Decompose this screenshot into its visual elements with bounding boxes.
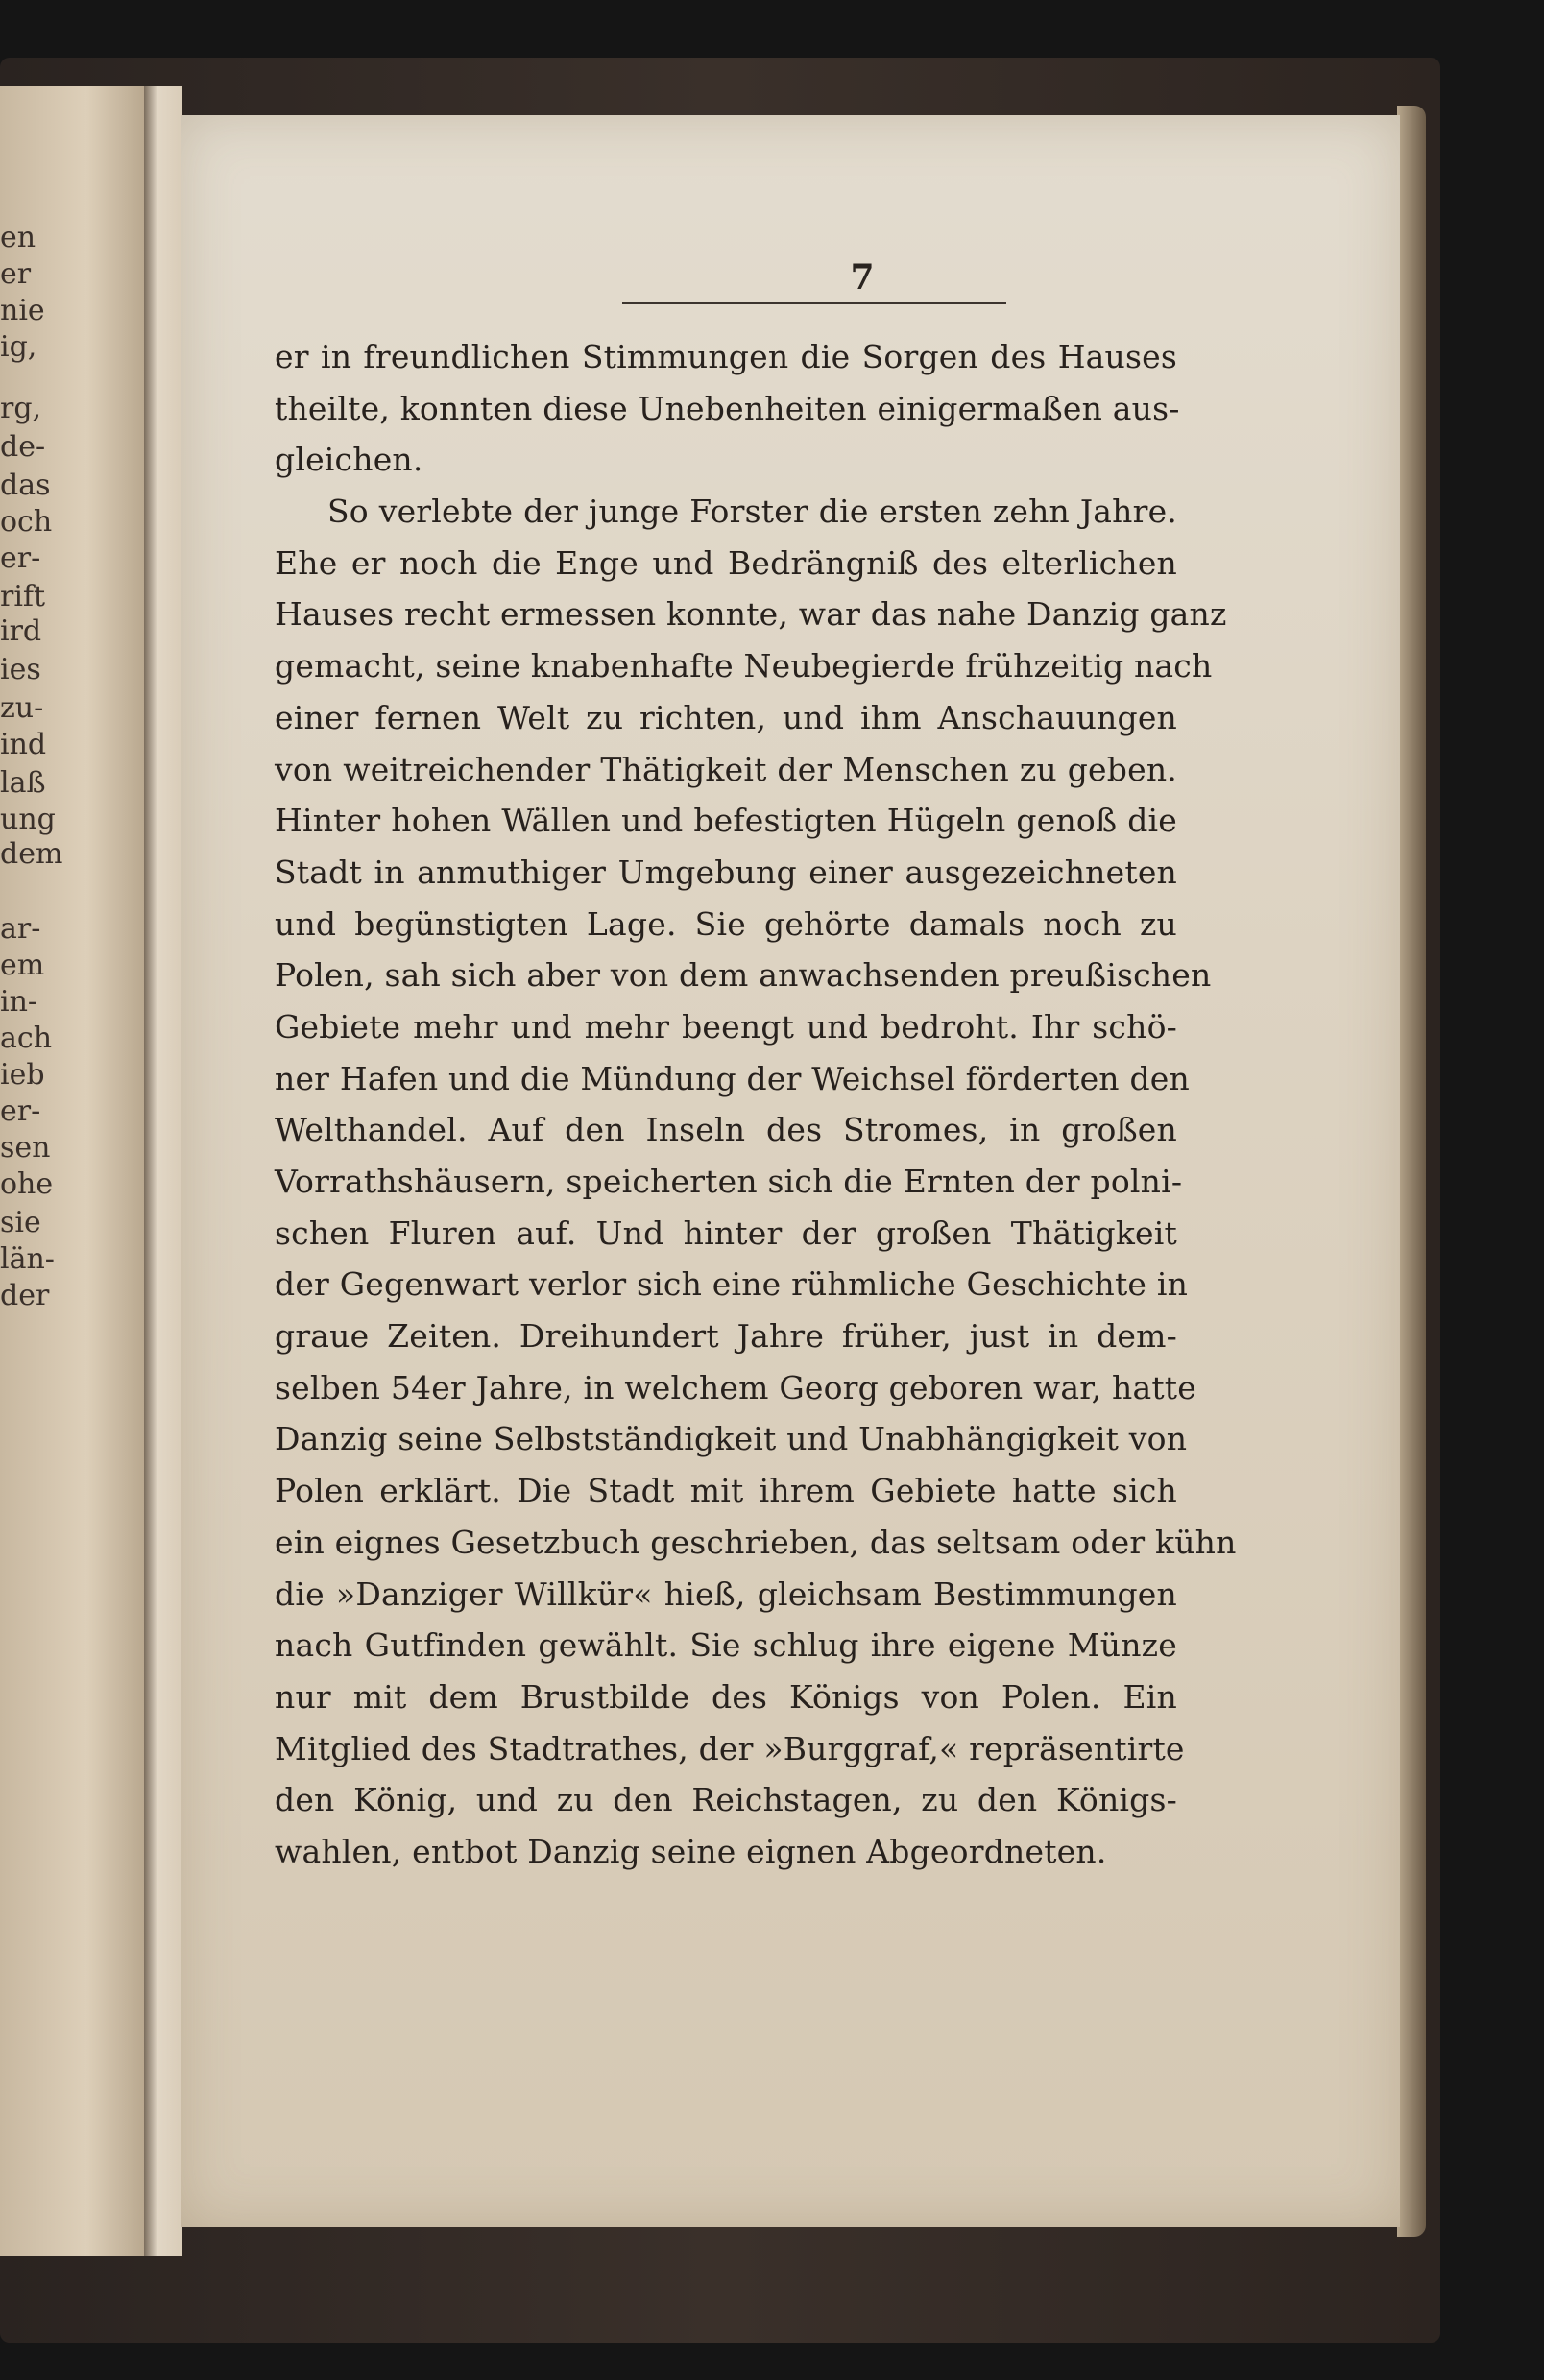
fragment: em: [0, 949, 45, 982]
text-line: einer fernen Welt zu richten, und ihm Anschauungen: [275, 698, 1177, 736]
fragment: das: [0, 469, 51, 502]
page-edge: [1397, 106, 1426, 2237]
text-line: nach Gutfinden gewählt. Sie schlug ihre eigene Münze: [275, 1626, 1177, 1665]
text-line: gleichen.: [275, 441, 423, 479]
text-line: Mitglied des Stadtrathes, der »Burggraf,« repräsentirte: [275, 1729, 1185, 1767]
fragment: ig,: [0, 330, 37, 364]
facing-page-text-fragments: [0, 86, 144, 2256]
fragment: ach: [0, 1022, 53, 1055]
book-page: [181, 115, 1400, 2227]
fragment: sen: [0, 1131, 51, 1165]
fragment: och: [0, 505, 53, 539]
fragment: en: [0, 221, 36, 254]
fragment: ird: [0, 614, 42, 648]
fragment: sie: [0, 1206, 41, 1239]
fragment: rift: [0, 580, 46, 613]
facing-page-left: [0, 86, 144, 2256]
text-line: So verlebte der junge Forster die ersten zehn Jahre.: [327, 493, 1177, 531]
text-line: der Gegenwart verlor sich eine rühmliche Geschichte in: [275, 1265, 1189, 1304]
header-rule: [622, 302, 1006, 304]
text-line: nur mit dem Brustbilde des Königs von Polen. Ein: [275, 1677, 1177, 1716]
fragment: rg,: [0, 392, 42, 425]
text-line: Hauses recht ermessen konnte, war das nahe Danzig ganz: [275, 595, 1227, 634]
text-line: Danzig seine Selbstständigkeit und Unabhängigkeit von: [275, 1420, 1188, 1458]
text-line: ein eignes Gesetzbuch geschrieben, das seltsam oder kühn: [275, 1523, 1237, 1561]
fragment: ar-: [0, 912, 41, 946]
text-line: selben 54er Jahre, in welchem Georg geboren war, hatte: [275, 1368, 1196, 1406]
fragment: län-: [0, 1242, 55, 1276]
fragment: ung: [0, 803, 56, 836]
text-line: Polen erklärt. Die Stadt mit ihrem Gebiete hatte sich: [275, 1472, 1177, 1510]
fragment: der: [0, 1279, 50, 1312]
text-line: graue Zeiten. Dreihundert Jahre früher, just in dem-: [275, 1317, 1177, 1356]
body-text: [275, 331, 1237, 1878]
text-line: Polen, sah sich aber von dem anwachsenden preußischen: [275, 956, 1212, 995]
text-line: er in freundlichen Stimmungen die Sorgen des Hauses: [275, 338, 1177, 375]
text-line: von weitreichender Thätigkeit der Menschen zu geben.: [275, 750, 1177, 788]
fragment: er-: [0, 1094, 41, 1128]
text-line: Vorrathshäusern, speicherten sich die Ernten der polni-: [275, 1163, 1183, 1200]
fragment: ies: [0, 653, 41, 686]
text-line: die »Danziger Willkür« hieß, gleichsam Bestimmungen: [275, 1575, 1177, 1613]
fragment: laß: [0, 766, 46, 800]
fragment: er: [0, 257, 32, 291]
fragment: in-: [0, 985, 38, 1019]
fragment: zu-: [0, 691, 44, 725]
text-line: Stadt in anmuthiger Umgebung einer ausgezeichneten: [275, 853, 1177, 891]
fragment: er-: [0, 541, 41, 575]
text-line: gemacht, seine knabenhafte Neubegierde frühzeitig nach: [275, 647, 1213, 685]
text-line: ner Hafen und die Mündung der Weichsel förderten den: [275, 1059, 1190, 1097]
page-number: 7: [850, 257, 875, 298]
text-line: den König, und zu den Reichstagen, zu den Königs-: [275, 1781, 1177, 1819]
fragment: dem: [0, 837, 63, 871]
text-line: theilte, konnten diese Unebenheiten einigermaßen aus-: [275, 389, 1180, 427]
text-line: Hinter hohen Wällen und befestigten Hügeln genoß die: [275, 802, 1177, 840]
fragment: ieb: [0, 1058, 45, 1092]
fragment: ohe: [0, 1167, 54, 1201]
text-line: wahlen, entbot Danzig seine eignen Abgeordneten.: [275, 1832, 1107, 1870]
text-line: Welthandel. Auf den Inseln des Stromes, in großen: [275, 1111, 1177, 1149]
fragment: de-: [0, 430, 46, 464]
book-gutter: [144, 86, 182, 2256]
fragment: nie: [0, 294, 45, 327]
text-line: schen Fluren auf. Und hinter der großen Thätigkeit: [275, 1214, 1177, 1252]
fragment: ind: [0, 728, 47, 761]
text-line: und begünstigten Lage. Sie gehörte damals noch zu: [275, 904, 1177, 943]
text-line: Gebiete mehr und mehr beengt und bedroht. Ihr schö-: [275, 1007, 1177, 1046]
text-line: Ehe er noch die Enge und Bedrängniß des elterlichen: [275, 543, 1177, 582]
